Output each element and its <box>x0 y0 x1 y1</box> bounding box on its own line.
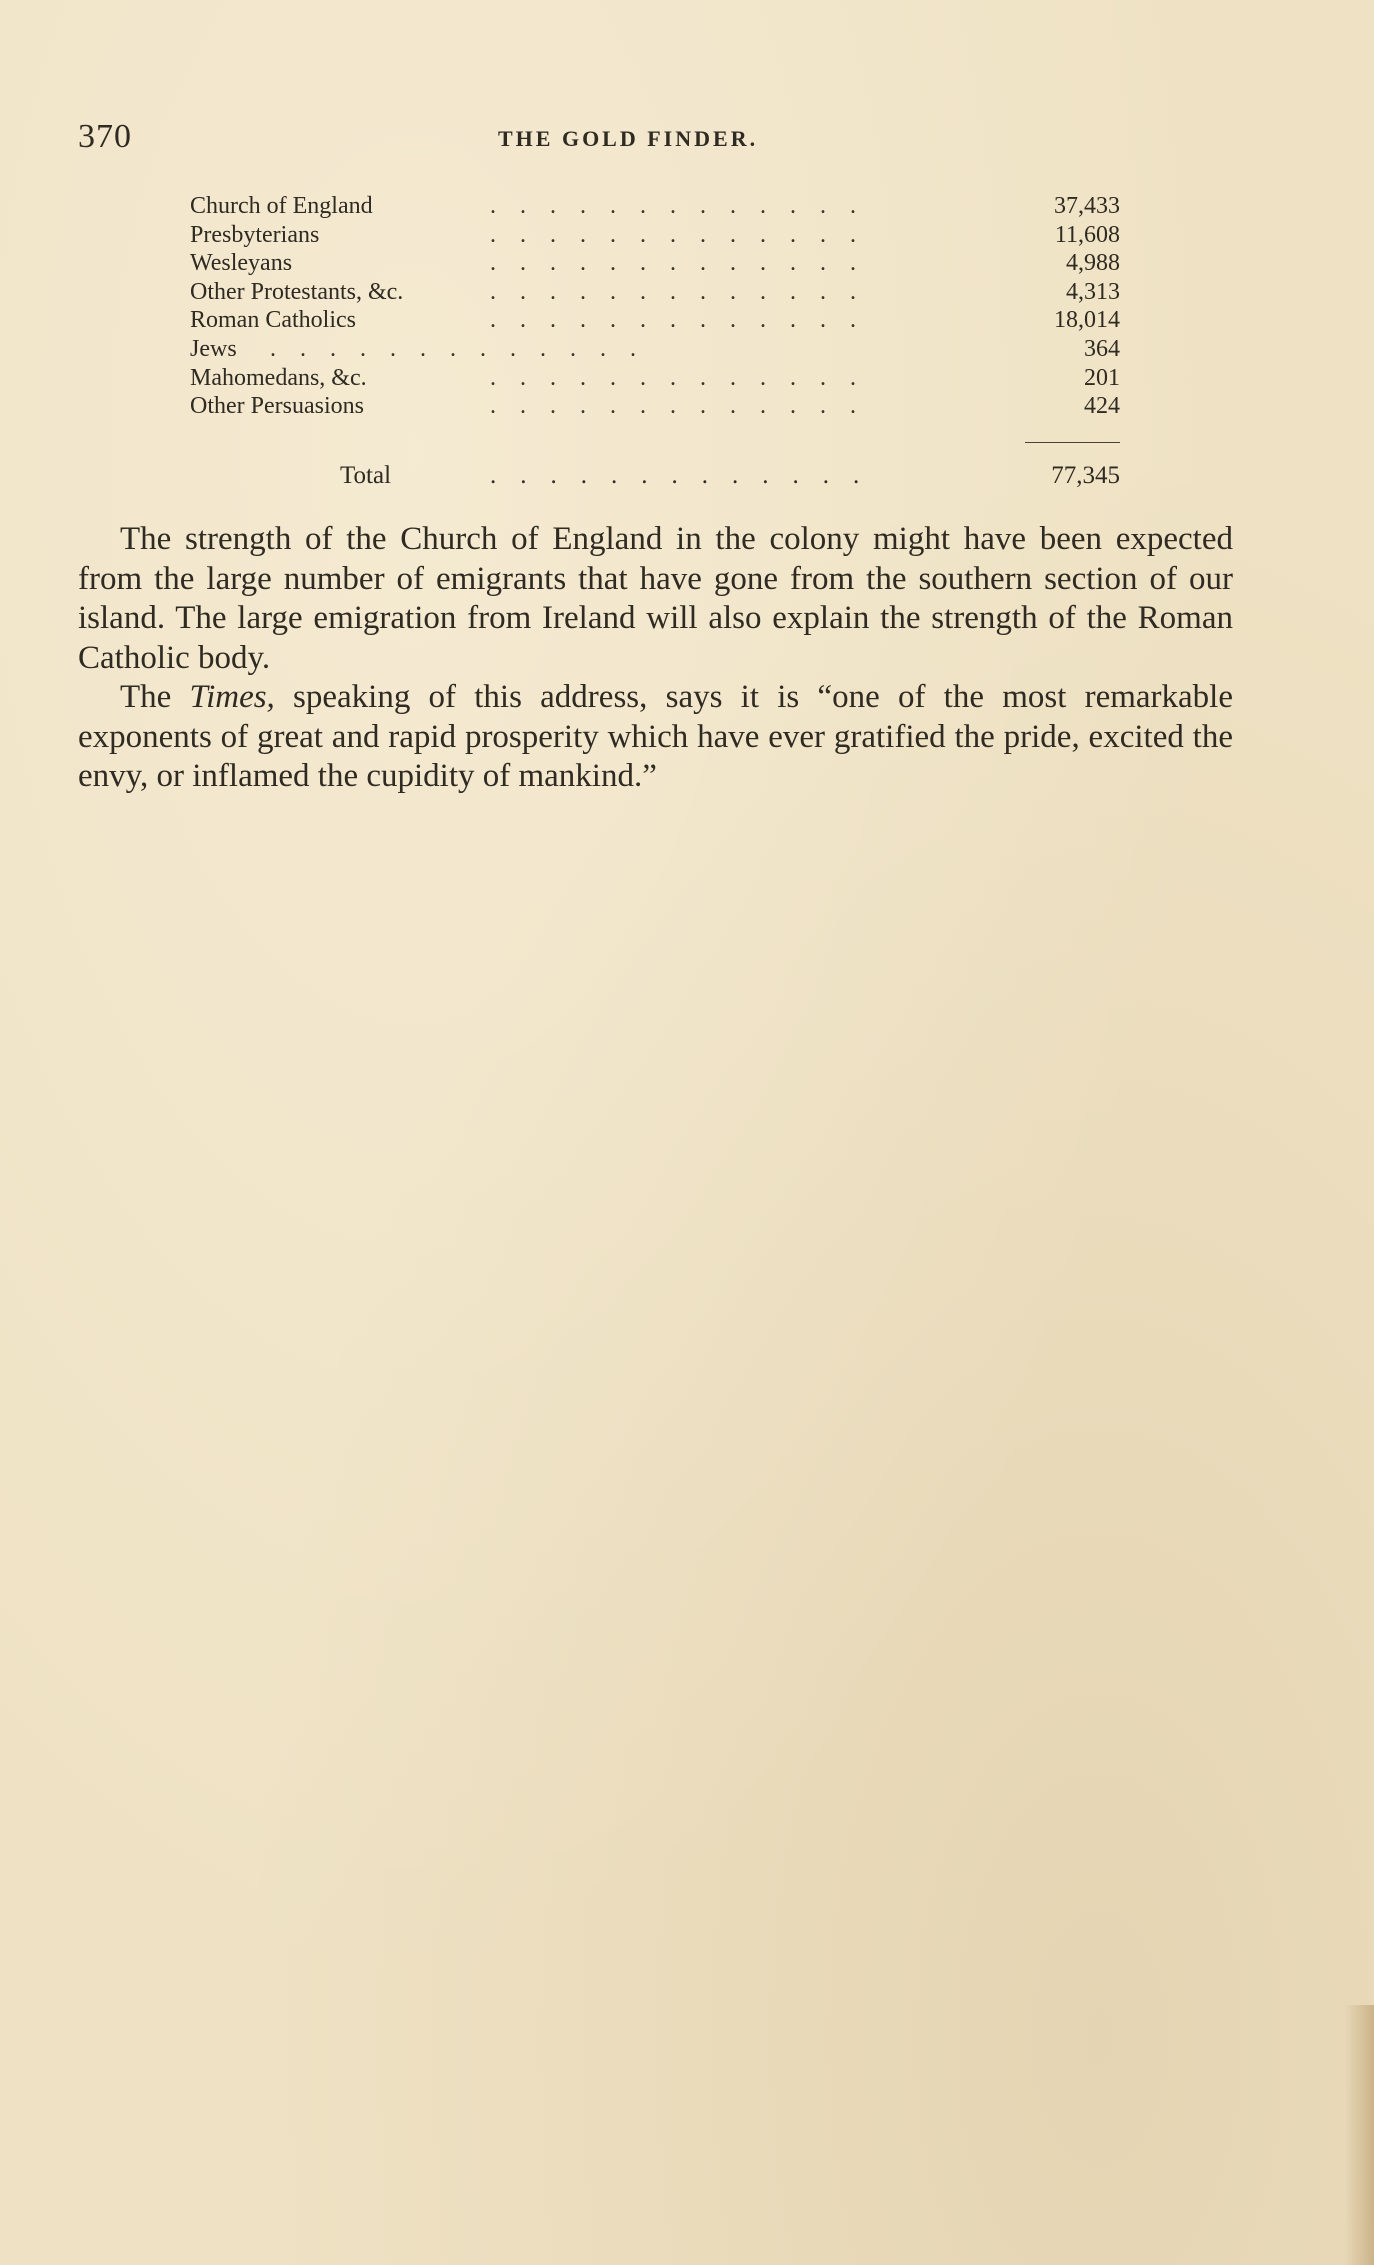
dot-leader: ............. <box>490 393 880 420</box>
row-value: 201 <box>1084 364 1120 391</box>
table-row <box>190 392 1120 421</box>
row-value: 37,433 <box>1054 193 1120 219</box>
row-label: Other Persuasions <box>190 393 364 420</box>
paragraph-church-strength: The strength of the Church of England in the colony might have been expected from the large number of emigrants that have gone from the southern section of our island. The large emigration from Ireland will also explain the strength of the Roman Catholic body. <box>78 521 1233 676</box>
table-row <box>190 306 1120 335</box>
times-title: Times, <box>189 679 275 715</box>
page-edge-stain <box>1344 2005 1374 2265</box>
religious-denominations-table <box>190 192 1120 489</box>
table-row <box>190 364 1120 393</box>
row-label: Roman Catholics <box>190 307 356 334</box>
row-value: 18,014 <box>1054 307 1120 334</box>
table-row <box>190 221 1120 250</box>
row-label: Church of England <box>190 193 373 219</box>
running-title: THE GOLD FINDER. <box>498 126 759 151</box>
row-value: 4,313 <box>1066 278 1120 305</box>
dot-leader: ............. <box>490 462 884 489</box>
dot-leader: ............. <box>490 221 880 248</box>
row-value: 11,608 <box>1054 221 1120 248</box>
body-text <box>78 520 1233 797</box>
sum-rule <box>1025 442 1120 443</box>
dot-leader: ............. <box>270 335 660 362</box>
table-row <box>190 278 1120 307</box>
table-row <box>190 249 1120 278</box>
paragraph-times-quote <box>78 678 1233 797</box>
row-label: Other Protestants, &c. <box>190 278 404 305</box>
dot-leader: ............. <box>490 364 880 391</box>
total-row <box>190 462 1120 494</box>
total-label: Total <box>340 462 392 489</box>
row-label: Presbyterians <box>190 221 320 248</box>
dot-leader: ............. <box>490 307 880 334</box>
dot-leader: ............. <box>490 278 880 305</box>
row-value: 4,988 <box>1066 250 1120 277</box>
page-number: 370 <box>78 118 132 155</box>
row-value: 364 <box>1084 335 1120 362</box>
running-head <box>78 118 1258 158</box>
row-label: Wesleyans <box>190 250 293 277</box>
total-value: 77,345 <box>1051 462 1120 489</box>
row-label: Jews <box>190 335 237 362</box>
row-label: Mahomedans, &c. <box>190 364 367 391</box>
table-row <box>190 335 1120 364</box>
paragraph-prefix: The <box>120 679 190 715</box>
dot-leader: ............. <box>490 250 880 277</box>
paragraph-rest: speaking of this address, says it is “one of the most remarkable exponents of great and rapid prosperity which have ever gratified the pride, excited the envy, or inflamed the cupidity of mankind.” <box>78 679 1233 794</box>
dot-leader: ............. <box>490 193 880 219</box>
table-row <box>190 192 1120 221</box>
row-value: 424 <box>1084 393 1120 420</box>
